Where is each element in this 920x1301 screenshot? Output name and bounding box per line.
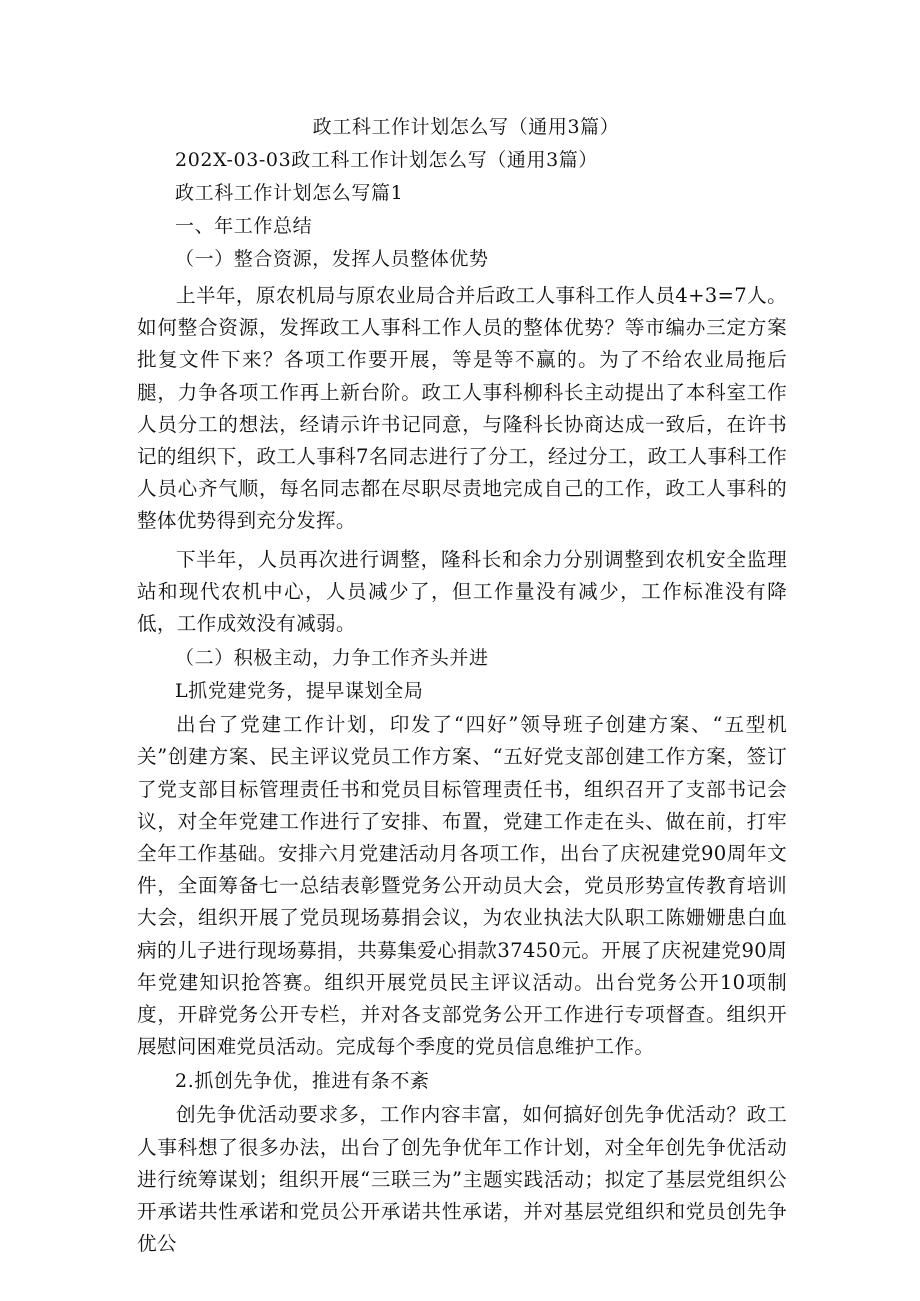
body-paragraph: 创先争优活动要求多，工作内容丰富，如何搞好创先争优活动？政工人事科想了很多办法，出台了创先争优年工作计划，对全年创先争优活动进行统筹谋划；组织开展“三联三为”主题实践活动；拟定了基层党组织公开承诺共性承诺和党员公开承诺共性承诺，并对基层党组织和党员创先争优公 — [137, 1103, 787, 1256]
subsection-heading: （一）整合资源，发挥人员整体优势 — [175, 248, 489, 270]
item-heading: 2.抓创先争优，推进有条不紊 — [175, 1070, 430, 1093]
item-heading: L抓党建党务，提早谋划全局 — [175, 680, 424, 703]
body-paragraph: 下半年，人员再次进行调整，隆科长和余力分别调整到农机安全监理站和现代农机中心，人员减少了，但工作量没有减少，工作标准没有降低，工作成效没有减弱。 — [137, 547, 787, 636]
document-title: 政工科工作计划怎么写（通用3篇） — [312, 116, 620, 138]
subsection-heading: （二）积极主动，力争工作齐头并进 — [175, 647, 489, 670]
document-page — [137, 112, 787, 1260]
section-heading: 一、年工作总结 — [175, 215, 313, 237]
body-paragraph: 出台了党建工作计划，印发了“四好”领导班子创建方案、“五型机关”创建方案、民主评议党员工作方案、“五好党支部创建工作方案，签订了党支部目标管理责任书和党员目标管理责任书，组织召开了支部书记会议，对全年党建工作进行了安排、布置，党建工作走在头、做在前，打牢全年工作基础。安排六月党建活动月各项工作，出台了庆祝建党90周年文件，全面筹备七一总结表彰暨党务公开动员大会，党员形势宣传教育培训大会，组织开展了党员现场募捐会议，为农业执法大队职工陈姗姗患白血病的儿子进行现场募捐，共募集爱心捐款37450元。开展了庆祝建党90周年党建知识抢答赛。组织开展党员民主评议活动。出台党务公开10项制度，开辟党务公开专栏，并对各支部党务公开工作进行专项督查。组织开展慰问困难党员活动。完成每个季度的党员信息维护工作。 — [137, 713, 787, 1059]
body-paragraph: 上半年，原农机局与原农业局合并后政工人事科工作人员4+3=7人。如何整合资源，发挥政工人事科工作人员的整体优势？等市编办三定方案批复文件下来？各项工作要开展，等是等不赢的。为了不给农业局拖后腿，力争各项工作再上新台阶。政工人事科柳科长主动提出了本科室工作人员分工的想法，经请示许书记同意，与隆科长协商达成一致后，在许书记的组织下，政工人事科7名同志进行了分工，经过分工，政工人事科工作人员心齐气顺，每名同志都在尽职尽责地完成自己的工作，政工人事科的整体优势得到充分发挥。 — [137, 284, 787, 533]
meta-line: 202X-03-03政工科工作计划怎么写（通用3篇） — [175, 149, 598, 171]
article-heading: 政工科工作计划怎么写篇1 — [175, 182, 404, 204]
